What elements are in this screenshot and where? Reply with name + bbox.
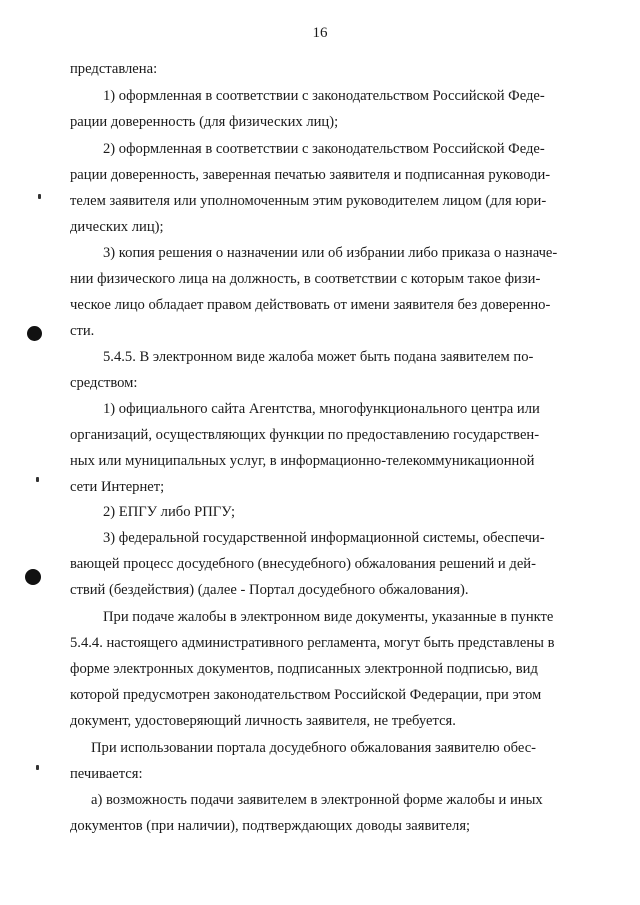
- text-line: форме электронных документов, подписанных электронной подписью, вид: [70, 661, 538, 677]
- text-line: сти.: [70, 323, 95, 339]
- text-line: нии физического лица на должность, в соответствии с которым такое физи-: [70, 271, 541, 287]
- text-line: сети Интернет;: [70, 479, 165, 495]
- text-line: При подаче жалобы в электронном виде документы, указанные в пункте: [103, 609, 554, 625]
- text-line: организаций, осуществляющих функции по предоставлению государствен-: [70, 427, 540, 443]
- scan-speck: [38, 194, 41, 199]
- scan-speck: [36, 477, 39, 482]
- text-line: вающей процесс досудебного (внесудебного) обжалования решений и дей-: [70, 556, 536, 572]
- text-line: средством:: [70, 375, 138, 391]
- text-line: 5.4.4. настоящего административного регламента, могут быть представлены в: [70, 635, 555, 651]
- text-line: 1) оформленная в соответствии с законодательством Российской Феде-: [103, 88, 545, 104]
- text-line: печивается:: [70, 766, 143, 782]
- text-line: рации доверенность (для физических лиц);: [70, 114, 339, 130]
- text-line: 2) ЕПГУ либо РПГУ;: [103, 504, 236, 520]
- text-line: документов (при наличии), подтверждающих доводы заявителя;: [70, 818, 471, 834]
- text-line: 3) копия решения о назначении или об избрании либо приказа о назначе-: [103, 245, 558, 261]
- page-number: 16: [312, 25, 328, 41]
- text-line: При использовании портала досудебного обжалования заявителю обес-: [91, 740, 537, 756]
- text-line: 5.4.5. В электронном виде жалоба может быть подана заявителем по-: [103, 349, 534, 365]
- text-line: которой предусмотрен законодательством Российской Федерации, при этом: [70, 687, 542, 703]
- text-line: 1) официального сайта Агентства, многофункционального центра или: [103, 401, 540, 417]
- text-line: ных или муниципальных услуг, в информационно-телекоммуникационной: [70, 453, 535, 469]
- scan-speck: [36, 765, 39, 770]
- text-line: ческое лицо обладает правом действовать от имени заявителя без доверенно-: [70, 297, 551, 313]
- text-line: дических лиц);: [70, 219, 164, 235]
- punch-hole-mark: [25, 569, 41, 585]
- text-line: документ, удостоверяющий личность заявителя, не требуется.: [70, 713, 456, 729]
- text-line: ствий (бездействия) (далее - Портал досудебного обжалования).: [70, 582, 469, 598]
- punch-hole-mark: [27, 326, 42, 341]
- text-line: телем заявителя или уполномоченным этим руководителем лицом (для юри-: [70, 193, 547, 209]
- text-line: представлена:: [70, 61, 158, 77]
- text-line: а) возможность подачи заявителем в электронной форме жалобы и иных: [91, 792, 543, 808]
- text-line: рации доверенность, заверенная печатью заявителя и подписанная руководи-: [70, 167, 551, 183]
- text-line: 3) федеральной государственной информационной системы, обеспечи-: [103, 530, 545, 546]
- text-line: 2) оформленная в соответствии с законодательством Российской Феде-: [103, 141, 545, 157]
